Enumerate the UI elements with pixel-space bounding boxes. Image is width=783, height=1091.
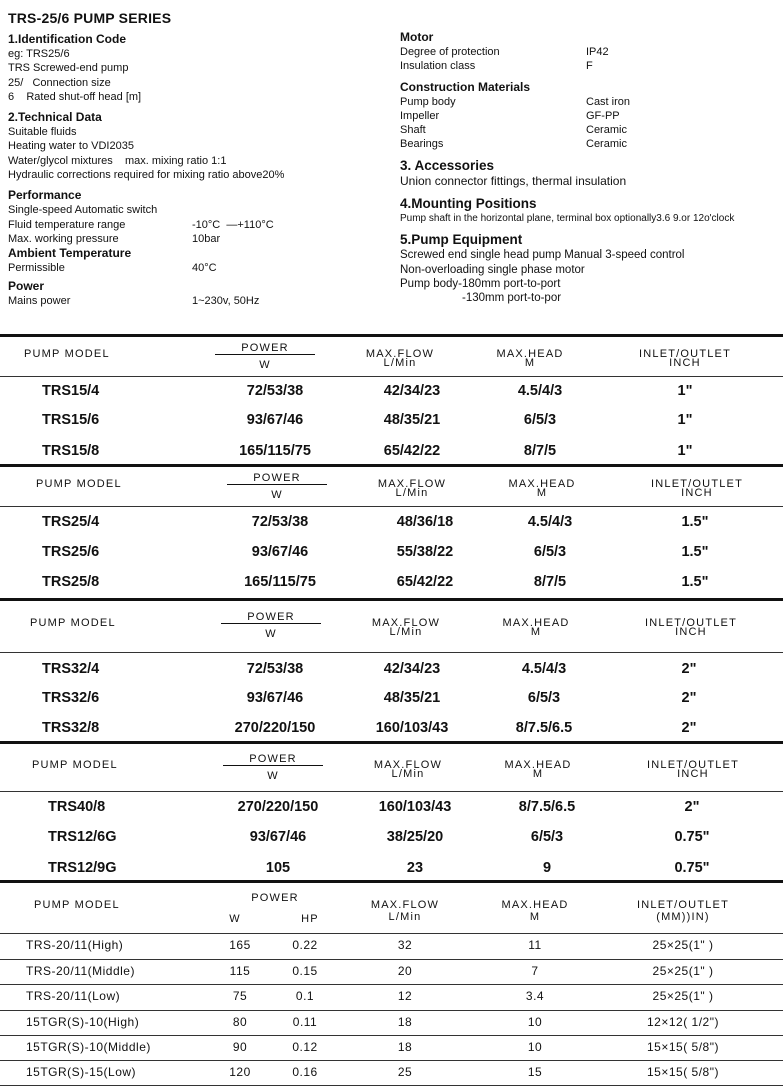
accessories-text: Union connector fittings, thermal insulation [400,173,627,188]
spec-key: Pump body [400,95,456,108]
power-underline [223,765,323,767]
spec-key: Permissible [8,262,65,275]
spec-value: Ceramic [586,138,627,151]
table-cell-head: 8/7.5/6.5 [518,799,576,815]
table5-cell-flow: 12 [397,989,413,1003]
technical-line: Water/glycol mixtures max. mixing ratio 1:1 [8,154,227,167]
spec-key: Degree of protection [400,46,500,58]
table-cell-head: 6/5/3 [530,829,564,845]
technical-line: Heating water to VDI2035 [8,140,134,153]
column-header-head-unit: M [530,626,542,638]
table-cell-inlet: 1" [677,383,693,399]
column-header-power: POWER [241,342,289,354]
equipment-heading: 5.Pump Equipment [400,232,523,248]
table-cell-model: TRS15/6 [42,412,100,428]
column-header-head: MAX.HEAD [496,348,564,360]
mounting-text: Pump shaft in the horizontal plane, terminal box optionally3.6 9.or 12o'clock [400,213,735,225]
table-cell-power: 72/53/38 [246,383,304,399]
column-header-flow-unit: L/Min [395,487,429,499]
table-cell-flow: 65/42/22 [383,443,441,459]
table-divider [0,959,783,960]
table5-cell-flow: 32 [397,938,413,952]
power-heading: Power [8,278,45,293]
table-cell-head: 6/5/3 [527,690,561,706]
spec-key: Impeller [400,109,440,122]
ambient-row [8,261,388,275]
materials-row [400,95,783,109]
column-header-flow-unit: L/Min [389,626,423,638]
table-cell-inlet: 2" [684,799,700,815]
page-title: TRS-25/6 PUMP SERIES [8,10,172,26]
column-header-model: PUMP MODEL [24,348,110,360]
table-cell-flow: 65/42/22 [396,574,454,590]
equipment-line: -130mm port-to-por [462,292,562,305]
column-header-inlet: INLET/OUTLET [638,348,732,360]
table-divider [0,376,783,377]
table-divider [0,1010,783,1011]
table-divider [0,1085,783,1086]
table5-cell-hp: 0.12 [292,1040,318,1054]
table-cell-power: 93/67/46 [246,690,304,706]
equipment-line: Pump body-180mm port-to-port [400,277,561,290]
column-header-head-unit: M [529,911,541,923]
table5-cell-head: 3.4 [525,989,545,1003]
table-divider [0,652,783,653]
column-header-flow: MAX.FLOW [365,348,435,360]
table-cell-flow: 48/35/21 [383,690,441,706]
table-cell-model: TRS15/4 [42,383,100,399]
equipment-line: Screwed end single head pump Manual 3-speed control [400,249,685,262]
column-header-model: PUMP MODEL [36,478,122,490]
spec-key: Insulation class [400,60,476,73]
table5-cell-hp: 0.16 [292,1065,318,1079]
column-header-hp: HP [301,913,319,925]
table5-cell-hp: 0.1 [295,989,315,1003]
column-header-inlet: INLET/OUTLET [636,899,730,911]
motor-row [400,45,783,59]
column-header-power: POWER [249,753,297,765]
table-divider [0,598,783,601]
table-cell-model: TRS40/8 [48,799,106,815]
table-cell-inlet: 0.75" [674,829,710,845]
column-header-power-unit: W [259,359,271,371]
table-cell-head: 6/5/3 [533,544,567,560]
table-cell-head: 4.5/4/3 [517,383,563,399]
table-cell-model: TRS12/6G [48,829,117,845]
spec-value: 40°C [192,262,217,275]
table-cell-inlet: 2" [681,690,697,706]
column-header-head: MAX.HEAD [508,478,576,490]
table5-cell-head: 10 [527,1040,543,1054]
table-cell-head: 8/7/5 [533,574,567,590]
table5-cell-model: TRS-20/11(High) [26,938,124,952]
table-cell-head: 9 [542,860,552,876]
identification-line: 25/ Connection size [8,76,111,89]
table-cell-inlet: 2" [681,720,697,736]
table-cell-flow: 23 [406,860,424,876]
identification-line: TRS Screwed-end pump [8,62,129,75]
motor-heading: Motor [400,30,434,44]
equipment-line: Non-overloading single phase motor [400,263,585,276]
table-cell-inlet: 1.5" [681,514,709,530]
ambient-heading: Ambient Temperature [8,246,132,261]
column-header-flow: MAX.FLOW [377,478,447,490]
column-header-flow: MAX.FLOW [371,617,441,629]
column-header-power: POWER [247,611,295,623]
spec-key: Mains power [8,294,71,307]
table-cell-inlet: 1.5" [681,544,709,560]
table-cell-flow: 160/103/43 [378,799,452,815]
table-cell-head: 8/7.5/6.5 [515,720,573,736]
table-cell-head: 4.5/4/3 [527,514,573,530]
performance-line: Single-speed Automatic switch [8,204,158,217]
column-header-inlet-unit: INCH [677,768,709,780]
column-header-w: W [229,913,241,925]
table-cell-head: 6/5/3 [523,412,557,428]
table-cell-model: TRS32/6 [42,690,100,706]
column-header-head: MAX.HEAD [504,759,572,771]
table5-cell-inlet: 12×12( 1/2") [647,1015,719,1029]
table-cell-flow: 160/103/43 [375,720,449,736]
table5-cell-flow: 25 [397,1065,413,1079]
table5-cell-inlet: 25×25(1" ) [652,989,714,1003]
spec-value: 10bar [192,232,221,245]
table5-cell-head: 7 [531,964,539,978]
spec-value: Cast iron [586,95,631,108]
column-header-model: PUMP MODEL [32,759,118,771]
table5-cell-head: 15 [527,1065,543,1079]
identification-line: eg: TRS25/6 [8,48,70,60]
table5-cell-model: TRS-20/11(Low) [26,989,121,1003]
column-header-inlet-unit: (MM))IN) [656,911,710,923]
materials-heading: Construction Materials [400,79,531,94]
mounting-heading: 4.Mounting Positions [400,196,537,212]
table-cell-power: 93/67/46 [251,544,309,560]
column-header-inlet: INLET/OUTLET [644,617,738,629]
table-cell-inlet: 0.75" [674,860,710,876]
table5-cell-inlet: 15×15( 5/8") [647,1065,719,1079]
spec-key: Max. working pressure [8,232,119,245]
table-cell-head: 8/7/5 [523,443,557,459]
column-header-power: POWER [251,892,299,904]
performance-row [8,218,388,232]
table-cell-model: TRS12/9G [48,860,117,876]
spec-value: F [586,60,593,73]
table5-cell-inlet: 15×15( 5/8") [647,1040,719,1054]
column-header-flow-unit: L/Min [388,911,422,923]
table-cell-flow: 55/38/22 [396,544,454,560]
column-header-flow-unit: L/Min [391,768,425,780]
table5-cell-hp: 0.11 [292,1015,318,1029]
table-cell-flow: 42/34/23 [383,661,441,677]
left-column [8,32,388,308]
table-divider [0,506,783,507]
materials-row [400,109,783,123]
table-divider [0,984,783,985]
motor-row [400,59,783,73]
performance-heading: Performance [8,188,82,203]
table-cell-model: TRS32/8 [42,720,100,736]
table5-cell-inlet: 25×25(1" ) [652,964,714,978]
table-cell-model: TRS25/6 [42,544,100,560]
column-header-inlet-unit: INCH [669,357,701,369]
column-header-power-unit: W [267,770,279,782]
table5-cell-head: 11 [528,938,542,952]
column-header-inlet-unit: INCH [681,487,713,499]
table-cell-power: 165/115/75 [239,443,311,459]
table-divider [0,1060,783,1061]
technical-line: Suitable fluids [8,126,77,139]
column-header-power-unit: W [265,628,277,640]
table5-cell-flow: 18 [397,1015,413,1029]
table5-cell-head: 10 [527,1015,543,1029]
column-header-head-unit: M [532,768,544,780]
column-header-flow: MAX.FLOW [373,759,443,771]
table-divider [0,741,783,744]
table-cell-power: 93/67/46 [249,829,307,845]
table-cell-inlet: 2" [681,661,697,677]
column-header-inlet: INLET/OUTLET [646,759,740,771]
table5-cell-w: 80 [232,1015,248,1029]
spec-value: -10°C —+110°C [192,218,274,231]
performance-row [8,232,388,246]
table-cell-power: 270/220/150 [237,799,319,815]
power-row [8,294,388,308]
table5-cell-hp: 0.22 [292,938,318,952]
table-cell-flow: 42/34/23 [383,383,441,399]
identification-line: 6 Rated shut-off head [m] [8,90,142,103]
technical-line: Hydraulic corrections required for mixing ratio above20% [8,169,285,182]
table-divider [0,334,783,337]
materials-row [400,137,783,151]
column-header-power: POWER [253,472,301,484]
table5-cell-w: 75 [232,989,248,1003]
table5-cell-model: 15TGR(S)-15(Low) [26,1065,137,1079]
table-cell-flow: 48/35/21 [383,412,441,428]
table-divider [0,464,783,467]
identification-heading: 1.Identification Code [8,32,127,46]
spec-key: Bearings [400,138,444,151]
table5-cell-hp: 0.15 [292,964,318,978]
accessories-heading: 3. Accessories [400,157,495,173]
table-cell-model: TRS15/8 [42,443,100,459]
right-column [400,30,783,306]
column-header-head: MAX.HEAD [502,617,570,629]
table5-cell-w: 90 [232,1040,248,1054]
table-cell-power: 165/115/75 [244,574,316,590]
column-header-power-unit: W [271,489,283,501]
column-header-head-unit: M [524,357,536,369]
table5-cell-flow: 18 [397,1040,413,1054]
power-underline [215,354,315,356]
column-header-flow-unit: L/Min [383,357,417,369]
column-header-model: PUMP MODEL [34,899,120,911]
spec-value: GF-PP [586,109,620,122]
table-divider [0,880,783,883]
table-cell-inlet: 1" [677,412,693,428]
table-cell-model: TRS32/4 [42,661,100,677]
table-cell-power: 270/220/150 [234,720,316,736]
table-cell-model: TRS25/8 [42,574,100,590]
table5-cell-inlet: 25×25(1" ) [652,938,714,952]
table-divider [0,933,783,934]
technical-heading: 2.Technical Data [8,110,102,125]
table5-cell-flow: 20 [397,964,413,978]
spec-key: Shaft [400,124,426,137]
table-cell-power: 105 [265,860,291,876]
table5-cell-model: 15TGR(S)-10(High) [26,1015,140,1029]
table-divider [0,791,783,792]
column-header-head-unit: M [536,487,548,499]
spec-value: 1~230v, 50Hz [192,294,260,307]
table-cell-flow: 48/36/18 [396,514,454,530]
table-divider [0,1035,783,1036]
power-underline [227,484,327,486]
table-cell-flow: 38/25/20 [386,829,444,845]
table-cell-inlet: 1.5" [681,574,709,590]
table-cell-inlet: 1" [677,443,693,459]
table5-cell-w: 165 [229,938,251,952]
table5-cell-model: TRS-20/11(Middle) [26,964,135,978]
spec-value: Ceramic [586,124,627,137]
column-header-inlet: INLET/OUTLET [650,478,744,490]
spec-key: Fluid temperature range [8,218,126,231]
materials-row [400,123,783,137]
table5-cell-model: 15TGR(S)-10(Middle) [26,1040,151,1054]
column-header-model: PUMP MODEL [30,617,116,629]
spec-value: IP42 [586,46,609,58]
table-cell-power: 72/53/38 [251,514,309,530]
column-header-inlet-unit: INCH [675,626,707,638]
table-cell-head: 4.5/4/3 [521,661,567,677]
table-cell-power: 72/53/38 [246,661,304,677]
table5-cell-w: 115 [229,964,251,978]
table-cell-model: TRS25/4 [42,514,100,530]
table5-cell-w: 120 [229,1065,251,1079]
power-underline [221,623,321,625]
column-header-flow: MAX.FLOW [370,899,440,911]
column-header-head: MAX.HEAD [501,899,569,911]
table-cell-power: 93/67/46 [246,412,304,428]
